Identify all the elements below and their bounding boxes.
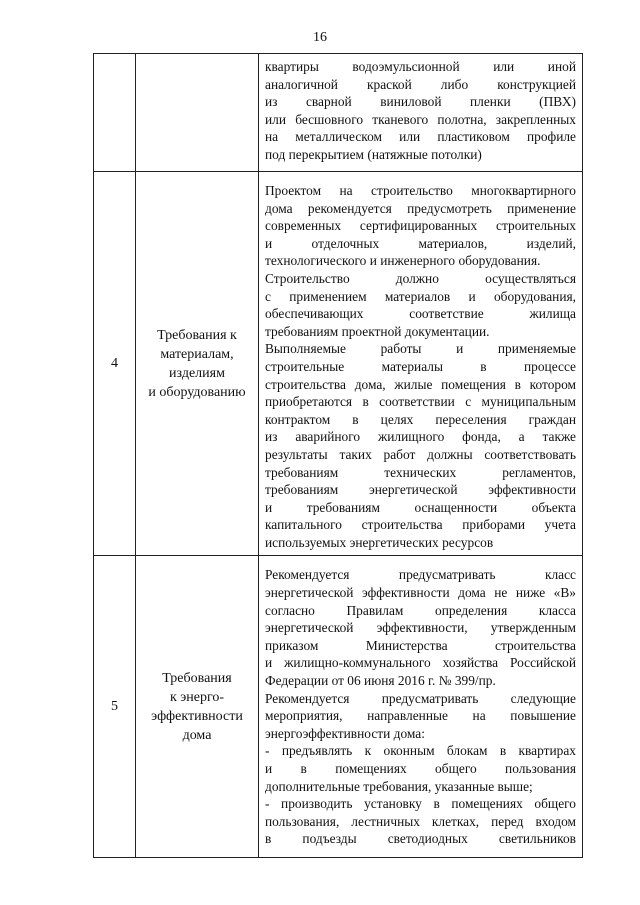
requirement-name [136, 556, 259, 858]
text-line: Рекомендуется предусматривать класс [265, 567, 576, 583]
text-line: дома рекомендуется предусмотреть применение [265, 200, 576, 216]
text-line: мероприятия, направленные на повышение [265, 708, 576, 724]
content-paragraph [265, 340, 576, 551]
requirement-line: изделиям [169, 365, 225, 381]
text-line: аналогичной краской либо конструкцией [265, 76, 576, 92]
content-paragraph [265, 182, 576, 270]
text-line: требованиям технических регламентов, [265, 464, 576, 480]
table-row [94, 556, 583, 858]
text-line: результаты таких работ должны соответствовать [265, 446, 576, 462]
table-row [94, 54, 583, 172]
page-number: 16 [313, 30, 327, 45]
text-line: Выполняемые работы и применяемые [265, 341, 576, 357]
content-paragraph [265, 690, 576, 743]
content-paragraph [265, 795, 576, 848]
requirement-name [136, 172, 259, 556]
requirement-name [136, 54, 259, 172]
text-line: капитального строительства приборами учета [265, 517, 576, 533]
content-paragraph [265, 742, 576, 795]
text-line: Проектом на строительство многоквартирного [265, 183, 576, 198]
text-line: энергетической эффективности дома не ниже «В» [265, 585, 576, 601]
text-line: требованиям проектной документации. [265, 323, 490, 339]
text-line: дополнительные требования, указанные выше; [265, 778, 533, 794]
text-line: под перекрытием (натяжные потолки) [265, 146, 482, 162]
row-number: 5 [94, 556, 136, 858]
text-line: строительства дома, жилые помещения в котором [265, 376, 576, 392]
text-line: из аварийного жилищного фонда, а также [265, 429, 576, 445]
text-line: из сварной виниловой пленки (ПВХ) [265, 94, 576, 110]
text-line: Федерации от 06 июня 2016 г. № 399/пр. [265, 673, 496, 689]
requirements-table [93, 53, 583, 858]
text-line: квартиры водоэмульсионной или иной [265, 59, 576, 74]
requirement-line: к энерго- [169, 689, 225, 705]
text-line: и в помещениях общего пользования [265, 761, 576, 776]
text-line: технологического и инженерного оборудования. [265, 253, 541, 269]
content-paragraph [265, 566, 576, 689]
text-line: - предъявлять к оконным блокам в квартирах [265, 743, 576, 759]
text-line: и жилищно-коммунального хозяйства Российской [265, 655, 576, 671]
text-line: строительные материалы в процессе [265, 358, 576, 374]
text-line: приобретаются в соответствии с муниципальным [265, 394, 576, 410]
content-paragraph [265, 270, 576, 340]
text-line: энергоэффективности дома: [265, 725, 425, 741]
requirement-content [259, 54, 583, 172]
content-paragraph [265, 58, 576, 164]
requirement-line: материалам, [160, 346, 234, 362]
table-row [94, 172, 583, 556]
text-line: Строительство должно осуществляться [265, 270, 576, 286]
text-line: обеспечивающих соответствие жилища [265, 306, 576, 322]
text-line: контрактом в целях переселения граждан [265, 411, 576, 427]
text-line: и требованиям оснащенности объекта [265, 499, 576, 515]
requirement-line: эффективности [151, 708, 243, 724]
requirement-line: дома [182, 727, 212, 743]
text-line: требованиям энергетической эффективности [265, 482, 576, 498]
text-line: используемых энергетических ресурсов [265, 534, 494, 550]
requirement-line: Требования к [157, 327, 237, 343]
text-line: - производить установку в помещениях общего [265, 796, 576, 812]
row-number [94, 54, 136, 172]
requirement-line: Требования [162, 670, 232, 686]
text-line: согласно Правилам определения класса [265, 602, 576, 618]
requirement-line: и оборудованию [148, 384, 246, 400]
text-line: пользования, лестничных клетках, перед входом [265, 813, 576, 829]
text-line: или бесшовного тканевого полотна, закрепленных [265, 111, 576, 127]
text-line: современных сертифицированных строительных [265, 218, 576, 234]
text-line: приказом Министерства строительства [265, 637, 576, 653]
text-line: в подъезды светодиодных светильников [265, 831, 576, 847]
text-line: на металлическом или пластиковом профиле [265, 129, 576, 145]
row-number: 4 [94, 172, 136, 556]
text-line: энергетической эффективности, утвержденным [265, 620, 576, 636]
text-line: с применением материалов и оборудования, [265, 288, 576, 304]
text-line: и отделочных материалов, изделий, [265, 235, 576, 251]
requirement-content [259, 172, 583, 556]
requirement-content [259, 556, 583, 858]
text-line: Рекомендуется предусматривать следующие [265, 690, 576, 706]
